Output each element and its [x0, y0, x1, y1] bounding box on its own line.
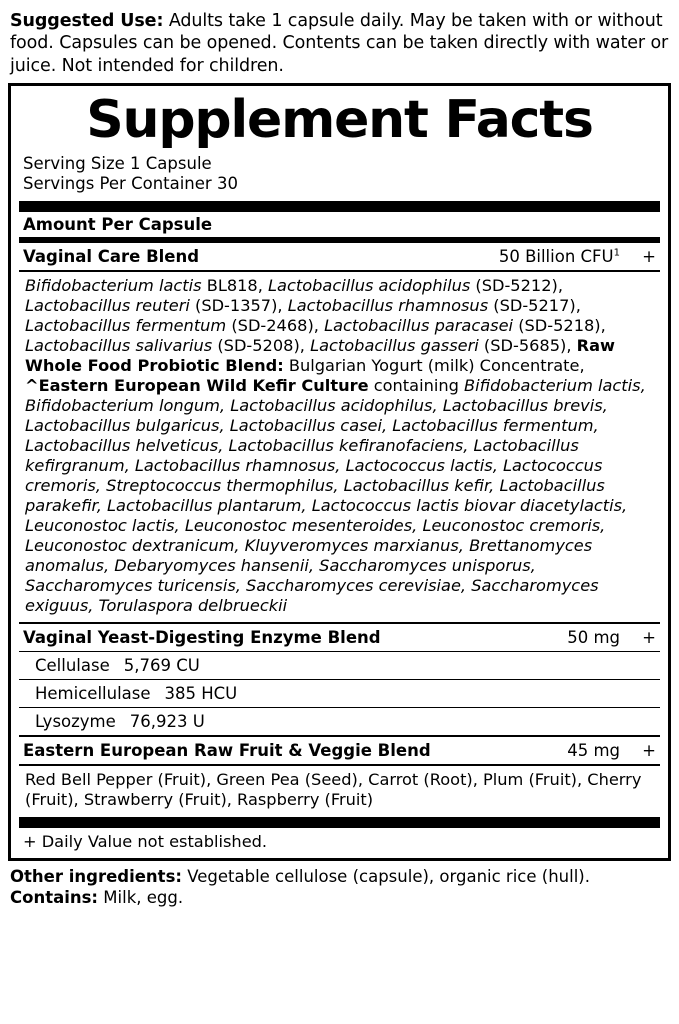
blend1-dv: + — [642, 246, 656, 266]
blend2-dv: + — [642, 627, 656, 647]
sub-item-name: Cellulase — [35, 655, 110, 675]
daily-value-note: + Daily Value not established. — [23, 831, 268, 851]
blend1-body-segment: Lactobacillus reuteri — [25, 295, 190, 315]
blend3-amount: 45 mg — [567, 740, 620, 760]
blend1-body-segment: Lactobacillus salivarius — [25, 335, 213, 355]
footer-block — [10, 867, 669, 909]
contains-label: Contains: — [10, 887, 99, 907]
blend1-name: Vaginal Care Blend — [23, 246, 200, 266]
blend1-body-segment: (SD-5685), — [478, 335, 577, 355]
suggested-use-block — [10, 10, 669, 77]
blend1-body-segment: Lactobacillus paracasei — [324, 315, 514, 335]
blend1-body-segment: Lactobacillus rhamnosus — [287, 295, 489, 315]
sub-row-lysozyme — [19, 708, 660, 735]
supplement-facts-panel — [8, 83, 671, 861]
blend1-amount-value: 50 Billion CFU — [498, 246, 614, 266]
other-ingredients-line — [10, 867, 669, 888]
other-ingredients-label: Other ingredients: — [10, 866, 182, 886]
other-ingredients-text: Vegetable cellulose (capsule), organic rice (hull). — [182, 866, 590, 886]
blend1-amount — [499, 247, 630, 266]
sub-item-name: Lysozyme — [35, 711, 116, 731]
serving-size: Serving Size 1 Capsule — [23, 154, 212, 174]
blend1-body-segment: Lactobacillus gasseri — [310, 335, 479, 355]
table-row-fruit-veggie-blend — [19, 737, 660, 764]
panel-title: Supplement Facts — [86, 90, 593, 151]
contains-line — [10, 888, 669, 909]
blend3-name: Eastern European Raw Fruit & Veggie Blend — [23, 740, 431, 760]
sub-item-amount: 385 HCU — [164, 683, 238, 703]
sub-item-name: Hemicellulase — [35, 683, 151, 703]
amount-per-capsule-header: Amount Per Capsule — [23, 214, 213, 234]
sub-row-cellulase — [19, 652, 660, 679]
blend1-body-segment: (SD-2468), — [226, 315, 325, 335]
servings-per-container: Servings Per Container 30 — [23, 174, 238, 194]
blend1-body-segment: ^Eastern European Wild Kefir Culture — [25, 375, 369, 395]
blend1-body-segment: Lactobacillus fermentum — [25, 315, 227, 335]
blend3-body: Red Bell Pepper (Fruit), Green Pea (Seed), Carrot (Root), Plum (Fruit), Cherry (Fruit), Strawberry (Fruit), Raspberry (Fruit) — [25, 769, 642, 809]
suggested-use-label: Suggested Use: — [10, 11, 164, 31]
blend1-footnote-marker: 1 — [613, 247, 620, 259]
blend1-body-segment: (SD-5217), — [488, 295, 581, 315]
blend2-amount: 50 mg — [567, 627, 620, 647]
blend1-body-segment: Bifidobacterium lactis, Bifidobacterium longum, Lactobacillus acidophilus, Lactobacillus brevis, Lactobacillus bulgaricus, Lactobacillus casei, Lactobacillus fermentum, Lactobacillus helveticus, Lactobacillus kefiranofaciens, Lactobacillus kefirgranum, Lactobacillus rhamnosus, Lactococcus lactis, Lactococcus cremoris, Streptococcus thermophilus, Lactobacillus kefir, Lactobacillus parakefir, Lactobacillus plantarum, Lactococcus lactis biovar diacetylactis, Leuconostoc lactis, Leuconostoc mesenteroides, Leuconostoc cremoris, Leuconostoc dextranicum, Kluyveromyces marxianus, Brettanomyces anomalus, Debaryomyces hansenii, Saccharomyces unisporus, Saccharomyces turicensis, Saccharomyces cerevisiae, Saccharomyces exiguus, Torulaspora delbrueckii — [25, 375, 646, 615]
sub-row-hemicellulase — [19, 680, 660, 707]
blend1-body-segment: (SD-1357), — [189, 295, 288, 315]
blend1-body-segment: containing — [368, 375, 465, 395]
blend3-dv: + — [642, 740, 656, 760]
blend1-body-segment: (SD-5208), — [212, 335, 311, 355]
divider-thick-top — [19, 201, 660, 212]
table-row-vaginal-care-blend — [19, 243, 660, 270]
blend1-body-segment: Bifidobacterium lactis — [25, 275, 202, 295]
blend1-body — [19, 272, 660, 622]
sub-item-amount: 76,923 U — [129, 711, 205, 731]
blend1-body-segment: Raw Whole Food Probiotic Blend: — [25, 335, 615, 375]
blend1-body-segment: (SD-5218), — [513, 315, 606, 335]
divider-thick-bottom — [19, 817, 660, 828]
serving-info — [23, 154, 660, 194]
blend1-body-segment: Bulgarian Yogurt (milk) Concentrate, — [283, 355, 585, 375]
contains-text: Milk, egg. — [98, 887, 184, 907]
table-row-enzyme-blend — [19, 624, 660, 651]
blend1-body-segment: BL818, — [201, 275, 269, 295]
blend1-body-segment: Lactobacillus acidophilus — [268, 275, 471, 295]
blend1-body-segment: (SD-5212), — [470, 275, 563, 295]
blend2-name: Vaginal Yeast-Digesting Enzyme Blend — [23, 627, 381, 647]
suggested-use-text: Adults take 1 capsule daily. May be taken with or without food. Capsules can be opened. Contents can be taken directly with water or juice. Not intended for children. — [10, 11, 669, 76]
sub-item-amount: 5,769 CU — [123, 655, 200, 675]
